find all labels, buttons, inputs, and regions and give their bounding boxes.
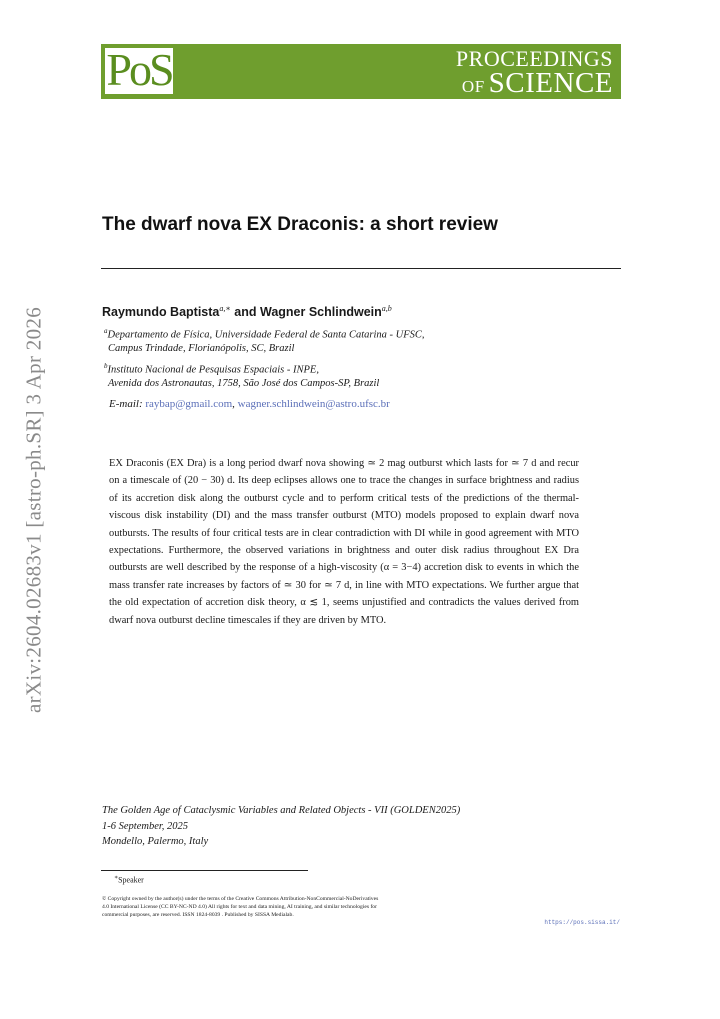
author-connector: and — [230, 305, 260, 320]
copyright-line: 4.0 International License (CC BY-NC-ND 4.0) All rights for text and data mining, AI training, and similar technologies for — [102, 903, 377, 910]
pos-logo — [105, 44, 173, 95]
email-link[interactable]: raybap@gmail.com — [145, 398, 233, 410]
pos-url-link[interactable]: https://pos.sissa.it/ — [544, 919, 620, 926]
author-affiliation-mark: a,b — [381, 304, 392, 313]
author-name: Wagner Schlindwein — [260, 305, 382, 320]
email-line — [109, 398, 390, 410]
author-list — [102, 304, 392, 319]
of-science-label — [462, 68, 613, 103]
affiliation-b — [104, 360, 379, 390]
proceedings-label: PROCEEDINGS — [455, 46, 613, 71]
title-divider — [101, 268, 621, 269]
conference-dates: 1-6 September, 2025 — [102, 820, 189, 832]
affiliation-mark: b — [104, 362, 108, 370]
arxiv-identifier-stamp: arXiv:2604.02683v1 [astro-ph.SR] 3 Apr 2026 — [21, 306, 46, 714]
affiliation-line: Instituto Nacional de Pesquisas Espaciais - INPE, — [107, 364, 319, 376]
science-label: SCIENCE — [488, 67, 613, 99]
footnote-text: Speaker — [118, 875, 144, 885]
copyright-notice — [102, 896, 482, 919]
conference-info — [102, 803, 460, 850]
paper-title: The dwarf nova EX Draconis: a short review — [102, 214, 498, 235]
conference-location: Mondello, Palermo, Italy — [102, 836, 209, 848]
abstract — [109, 455, 579, 629]
affiliation-line: Campus Trindade, Florianópolis, SC, Brazil — [108, 342, 295, 354]
pos-banner — [101, 44, 621, 99]
conference-name: The Golden Age of Cataclysmic Variables and Related Objects - VII (GOLDEN2025) — [102, 805, 461, 816]
abstract-text: EX Draconis (EX Dra) is a long period dwarf nova showing ≃ 2 mag outburst which lasts for ≃ 7 d and recur on a timescale of (20 − 30) d. Its deep eclipses allows one to trace the changes in surface brightness and radius of its accretion disk along the outburst cycle and to perform critical tests of the predictions of the thermal-viscous disk instability (DI) and the mass transfer outburst (MTO) models proposed to explain dwarf nova outbursts. The results of four critical tests are in clear contradiction with DI while in good agreement with MTO expectations. Furthermore, the observed variations in brightness and outer disk radius throughout EX Dra outbursts are well described by the response of a high-viscosity (α = 3−4) accretion disk to events in which the mass transfer rate increases by factors of ≃ 30 for ≃ 7 d, in line with MTO expectations. We further argue that the old expectation of accretion disk theory, α ≲ 1, seems unjustified and contradicts the values derived from dwarf nova outburst decline timescales if they are driven by MTO. — [109, 458, 579, 626]
affiliation-line: Departamento de Física, Universidade Federal de Santa Catarina - UFSC, — [107, 329, 425, 341]
author-affiliation-mark: a,∗ — [219, 304, 231, 313]
email-separator: , — [232, 398, 238, 410]
footnote-mark: ∗ — [114, 875, 119, 881]
of-label: OF — [461, 77, 485, 96]
footnote — [114, 874, 144, 885]
author-name: Raymundo Baptista — [102, 305, 220, 320]
affiliation-mark: a — [104, 327, 108, 335]
footnote-divider — [101, 870, 308, 871]
pos-logo-text: PoS — [106, 44, 172, 95]
email-label: E-mail: — [109, 398, 143, 410]
email-link[interactable]: wagner.schlindwein@astro.ufsc.br — [237, 398, 390, 410]
affiliation-line: Avenida dos Astronautas, 1758, São José dos Campos-SP, Brazil — [108, 377, 380, 389]
affiliation-a — [104, 325, 425, 355]
copyright-line: © Copyright owned by the author(s) under the terms of the Creative Commons Attribution-NonCommercial-NoDerivatives — [102, 896, 379, 902]
copyright-line: commercial purposes, are reserved. ISSN 1824-8039 . Published by SISSA Medialab. — [102, 911, 294, 918]
